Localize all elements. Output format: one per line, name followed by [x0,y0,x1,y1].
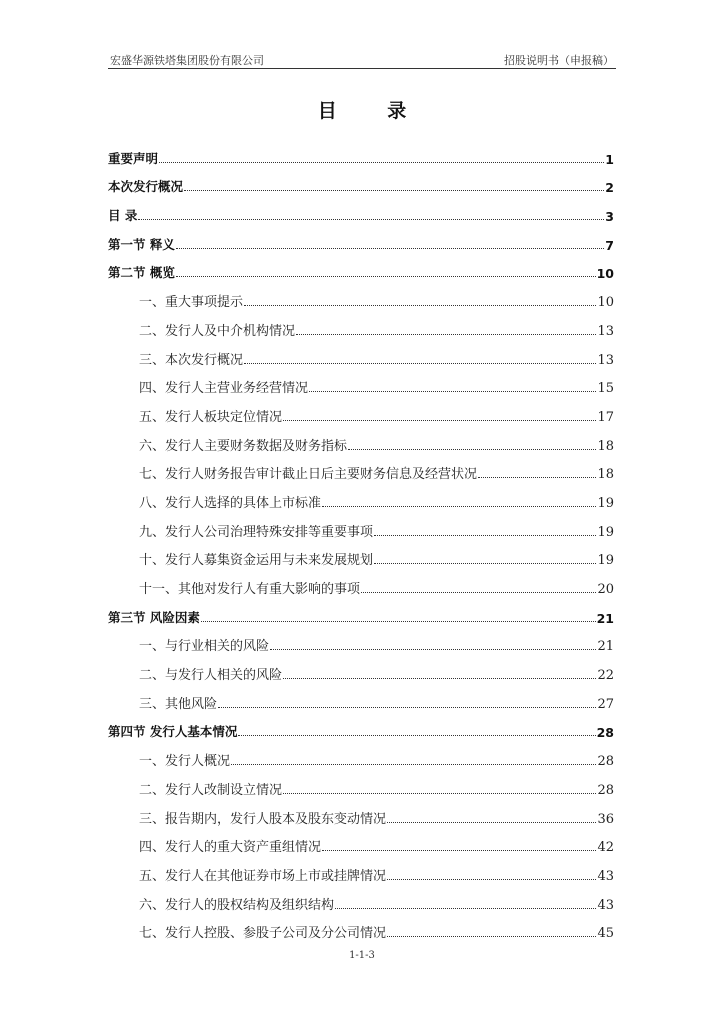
toc-entry[interactable] [108,827,614,856]
toc-dot-leader [296,334,596,335]
toc-dot-leader [478,477,596,478]
toc-entry-label: 第一节 释义 [108,236,175,252]
toc-entry-label: 二、与发行人相关的风险 [139,668,283,684]
toc-dot-leader [270,649,596,650]
toc-dot-leader [244,305,596,306]
toc-entry-page: 28 [597,754,614,770]
toc-entry[interactable] [108,740,614,769]
toc-entry-page: 19 [597,495,614,511]
toc-dot-leader [238,735,595,736]
toc-entry-page: 19 [597,524,614,540]
toc-dot-leader [374,535,596,536]
toc-entry[interactable] [108,540,614,569]
toc-entry-page: 21 [596,610,614,626]
toc-entry-page: 27 [597,696,614,712]
toc-entry-label: 四、发行人的重大资产重组情况 [139,840,322,856]
toc-dot-leader [387,879,596,880]
toc-dot-leader [374,563,596,564]
toc-entry-label: 五、发行人板块定位情况 [139,409,283,425]
toc-entry-page: 42 [597,840,614,856]
toc-entry-page: 28 [596,725,614,741]
toc-entry-page: 18 [597,438,614,454]
toc-entry-page: 15 [597,381,614,397]
toc-entry[interactable] [108,454,614,483]
toc-dot-leader [309,391,596,392]
toc-dot-leader [322,506,596,507]
toc-entry-label: 三、其他风险 [139,696,218,712]
toc-entry[interactable] [108,855,614,884]
toc-entry[interactable] [108,339,614,368]
toc-entry-page: 28 [597,782,614,798]
toc-entry-page: 43 [597,868,614,884]
page-footer [0,950,724,961]
table-of-contents [108,138,614,941]
toc-dot-leader [283,793,596,794]
toc-entry-page: 36 [597,811,614,827]
toc-dot-leader [231,764,596,765]
toc-entry-label: 一、发行人概况 [139,754,231,770]
toc-dot-leader [138,219,604,220]
toc-entry-label: 一、与行业相关的风险 [139,639,270,655]
toc-entry-label: 九、发行人公司治理特殊安排等重要事项 [139,524,374,540]
toc-entry-page: 43 [597,897,614,913]
toc-entry[interactable] [108,396,614,425]
footer-page-number: 1-1-3 [349,950,375,961]
toc-entry[interactable] [108,167,614,196]
toc-entry[interactable] [108,224,614,253]
toc-dot-leader [283,678,596,679]
toc-entry[interactable] [108,683,614,712]
toc-entry-label: 第三节 风险因素 [108,609,200,625]
toc-entry[interactable] [108,281,614,310]
toc-entry-label: 目 录 [108,208,138,224]
toc-entry-page: 18 [597,467,614,483]
toc-dot-leader [387,822,596,823]
toc-entry[interactable] [108,511,614,540]
toc-entry-page: 10 [597,295,614,311]
toc-entry-page: 21 [597,639,614,655]
toc-entry-page: 1 [605,151,614,167]
toc-entry-page: 17 [597,409,614,425]
toc-entry-label: 六、发行人的股权结构及组织结构 [139,897,335,913]
toc-entry-page: 22 [597,668,614,684]
toc-entry-label: 三、本次发行概况 [139,352,244,368]
toc-dot-leader [244,363,596,364]
toc-entry[interactable] [108,798,614,827]
toc-entry[interactable] [108,195,614,224]
toc-dot-leader [283,420,596,421]
toc-dot-leader [322,850,596,851]
toc-dot-leader [176,276,596,277]
toc-entry-label: 三、报告期内，发行人股本及股东变动情况 [139,811,387,827]
toc-entry-label: 八、发行人选择的具体上市标准 [139,495,322,511]
page-header [108,50,616,69]
toc-entry-page: 45 [597,926,614,942]
toc-entry-label: 第四节 发行人基本情况 [108,724,238,740]
toc-dot-leader [387,936,596,937]
toc-entry[interactable] [108,712,614,741]
toc-entry-label: 十一、其他对发行人有重大影响的事项 [139,582,361,597]
toc-entry[interactable] [108,138,614,167]
toc-dot-leader [159,162,604,163]
toc-dot-leader [335,908,596,909]
toc-entry-label: 七、发行人控股、参股子公司及分公司情况 [139,926,387,942]
toc-entry-label: 五、发行人在其他证券市场上市或挂牌情况 [139,868,387,884]
toc-entry-page: 7 [605,237,614,253]
toc-entry-page: 13 [597,323,614,339]
toc-dot-leader [361,592,596,593]
header-document-name: 招股说明书（申报稿） [504,54,614,67]
toc-entry-label: 第二节 概览 [108,265,175,281]
toc-entry-page: 13 [597,352,614,368]
toc-entry-label: 一、重大事项提示 [139,295,244,311]
toc-entry-label: 六、发行人主要财务数据及财务指标 [139,438,348,454]
toc-entry[interactable] [108,368,614,397]
toc-entry[interactable] [108,568,614,597]
toc-entry-label: 本次发行概况 [108,179,184,195]
toc-entry[interactable] [108,597,614,626]
toc-entry[interactable] [108,425,614,454]
toc-entry-label: 二、发行人改制设立情况 [139,782,283,798]
toc-entry[interactable] [108,626,614,655]
toc-entry-page: 19 [597,553,614,569]
toc-entry-page: 20 [597,582,614,597]
toc-entry[interactable] [108,310,614,339]
toc-entry[interactable] [108,253,614,282]
toc-entry-page: 10 [596,266,614,282]
toc-entry-label: 四、发行人主营业务经营情况 [139,381,309,397]
toc-entry[interactable] [108,913,614,942]
toc-entry-label: 二、发行人及中介机构情况 [139,323,296,339]
toc-dot-leader [218,707,596,708]
toc-dot-leader [176,248,604,249]
toc-entry[interactable] [108,769,614,798]
toc-entry-page: 3 [605,209,614,225]
toc-entry-label: 七、发行人财务报告审计截止日后主要财务信息及经营状况 [139,467,478,483]
header-company-name: 宏盛华源铁塔集团股份有限公司 [110,54,264,67]
toc-dot-leader [184,190,604,191]
toc-entry-label: 重要声明 [108,150,159,166]
toc-entry[interactable] [108,884,614,913]
toc-entry-page: 2 [605,180,614,196]
page-title: 目 录 [317,100,429,122]
toc-entry[interactable] [108,482,614,511]
toc-entry-label: 十、发行人募集资金运用与未来发展规划 [139,553,374,569]
toc-dot-leader [348,449,596,450]
toc-dot-leader [201,621,596,622]
toc-entry[interactable] [108,654,614,683]
